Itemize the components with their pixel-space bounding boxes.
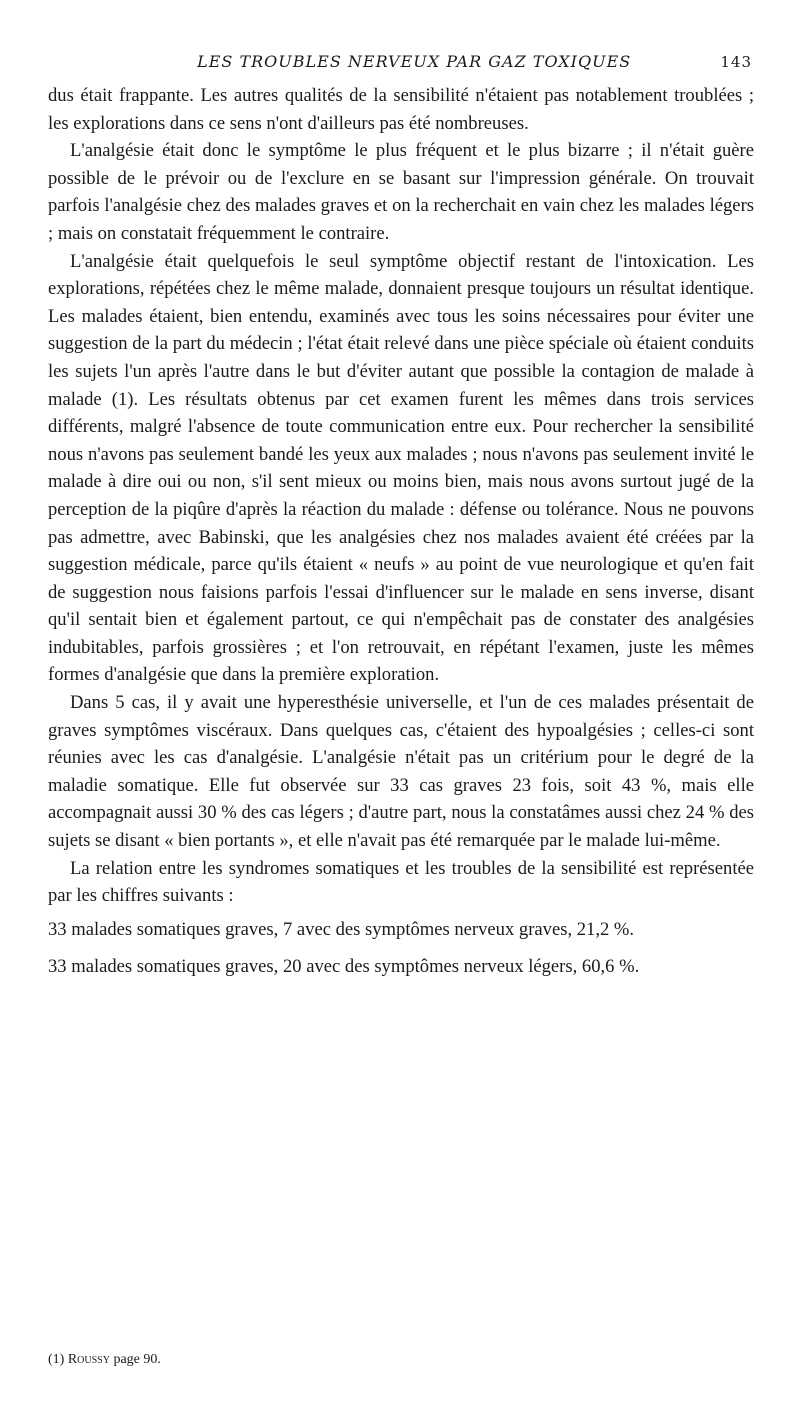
- paragraph: L'analgésie était donc le symptôme le plus fréquent et le plus bizarre ; il n'était guère possible de le prévoir ou de l'exclure en se basant sur l'impression générale. On trouvait parfois l'analgésie chez des malades graves et on la recherchait en vain chez les malades légers ; mais on constatait fréquemment le contraire.: [48, 140, 754, 244]
- statistic-line: 33 malades somatiques graves, 20 avec des symptômes nerveux légers, 60,6 %.: [48, 956, 640, 978]
- paragraph: Dans 5 cas, il y avait une hyperesthésie universelle, et l'un de ces malades présentait de graves symptômes viscéraux. Dans quelques cas, c'étaient des hypoalgésies ; celles-ci sont réunies avec les cas d'analgésie. L'analgésie n'était pas un critérium pour le degré de la maladie somatique. Elle fut observée sur 33 cas graves 23 fois, soit 43 %, mais elle accompagnait aussi 30 % des cas légers ; d'autre part, nous la constatâmes aussi chez 24 % des sujets se disant « bien portants », et elle n'avait pas été remarquée par le malade lui-même.: [48, 692, 754, 852]
- body-text: [48, 82, 754, 981]
- page-number: 143: [720, 53, 752, 71]
- page-header: [48, 52, 752, 71]
- paragraph: L'analgésie était quelquefois le seul symptôme objectif restant de l'intoxication. Les explorations, répétées chez le même malade, donnaient presque toujours un résultat identique. Les malades étaient, bien entendu, examinés avec tous les soins nécessaires pour éviter une suggestion de la part du médecin ; l'état était relevé dans une pièce spéciale où étaient conduits les sujets l'un après l'autre dans le but d'éviter autant que possible la contagion de malade à malade (1). Les résultats obtenus par cet examen furent les mêmes dans trois services différents, malgré l'absence de toute communication entre eux. Pour rechercher la sensibilité nous n'avons pas seulement bandé les yeux aux malades ; nous n'avons pas seulement invité le malade à dire oui ou non, s'il sent mieux ou moins bien, mais nous avons surtout jugé de la perception de la piqûre d'après la réaction du malade : défense ou tolérance. Nous ne pouvons pas admettre, avec Babinski, que les analgésies chez nos malades avaient été créées par la suggestion médicale, parce qu'ils étaient « neufs » au point de vue neurologique et qu'en fait de suggestion nous faisions parfois l'essai d'influencer sur le malade en sens inverse, disant qu'il sentait bien et également partout, ce qui n'empêchait pas de constater des analgésies indubitables, parfois grossières ; et l'on retrouvait, en répétant l'examen, juste les mêmes formes d'analgésie que dans la première exploration.: [48, 250, 754, 686]
- footnote-marker: (1): [48, 1352, 65, 1367]
- paragraph: dus était frappante. Les autres qualités de la sensibilité n'étaient pas notablement troublées ; les explorations dans ce sens n'ont d'ailleurs pas été nombreuses.: [48, 85, 754, 134]
- paragraph: La relation entre les syndromes somatiques et les troubles de la sensibilité est représentée par les chiffres suivants :: [48, 857, 754, 907]
- running-title: LES TROUBLES NERVEUX PAR GAZ TOXIQUES: [197, 52, 632, 71]
- statistic-line: 33 malades somatiques graves, 7 avec des symptômes nerveux graves, 21,2 %.: [48, 918, 635, 940]
- footnote-reference: page 90.: [113, 1352, 161, 1367]
- footnote-author: Roussy: [67, 1352, 110, 1367]
- footnote: [48, 1352, 752, 1368]
